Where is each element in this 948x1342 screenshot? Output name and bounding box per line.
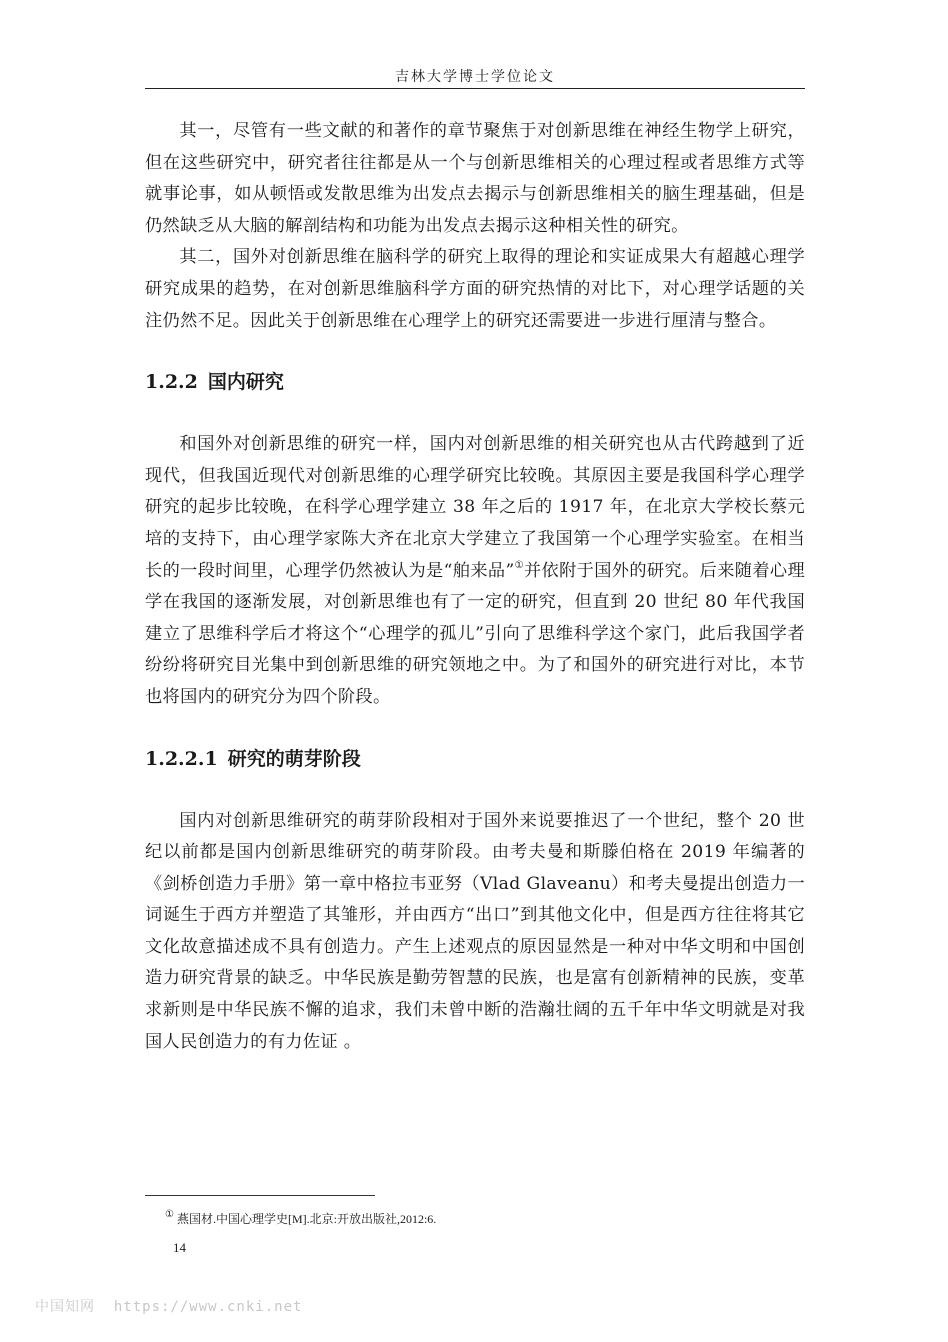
header-rule [145,88,805,89]
page-number: 14 [173,1240,186,1255]
paragraph-point-one: 其一，尽管有一些文献的和著作的章节聚焦于对创新思维在神经生物学上研究，但在这些研究中，研究者往往都是从一个与创新思维相关的心理过程或者思维方式等就事论事，如从顿悟或发散思维为出发点去揭示与创新思维相关的脑生理基础，但是仍然缺乏从大脑的解剖结构和功能为出发点去揭示这种相关性的研究。 [145,121,805,236]
footnote-marker: ① [165,1209,174,1220]
subsection-title: 研究的萌芽阶段 [227,747,361,770]
footnote-rule [145,1195,375,1196]
paragraph-germination-stage: 国内对创新思维研究的萌芽阶段相对于国外来说要推迟了一个世纪，整个 20 世纪以前都是国内创新思维研究的萌芽阶段。由考夫曼和斯滕伯格在 2019 年编著的《剑桥创造力手册》第一章中格拉韦亚努（Vlad Glaveanu）和考夫曼提出创造力一词诞生于西方并塑造了其雏形，并由西方“出口”到其他文化中，但是西方往往将其它文化故意描述成不具有创造力。产生上述观点的原因显然是一种对中华文明和中国创造力研究背景的缺乏。中华民族是勤劳智慧的民族，也是富有创新精神的民族，变革求新则是中华民族不懈的追求，我们未曾中断的浩瀚壮阔的五千年中华文明就是对我国人民创造力的有力佐证 。 [145,810,805,1052]
running-head: 吉林大学博士学位论文 [395,69,555,85]
footnote-text: 燕国材.中国心理学史[M].北京:开放出版社,2012:6. [176,1212,437,1226]
paragraph-domestic-overview [145,429,805,713]
paragraph-text-continued: 并依附于国外的研究。后来随着心理学在我国的逐渐发展，对创新思维也有了一定的研究，但直到 20 世纪 80 年代我国建立了思维科学后才将这个“心理学的孤儿”引向了思维科学这个家门，此后我国学者纷纷将研究目光集中到创新思维的研究领地之中。为了和国外的研究进行对比，本节也将国内的研究分为四个阶段。 [145,560,805,707]
section-number: 1.2.2 [145,371,198,394]
paragraph-point-two: 其二，国外对创新思维在脑科学的研究上取得的理论和实证成果大有超越心理学研究成果的趋势，在对创新思维脑科学方面的研究热情的对比下，对心理学话题的关注仍然不足。因此关于创新思维在心理学上的研究还需要进一步进行厘清与整合。 [145,247,805,331]
section-heading-domestic-research [145,367,805,397]
section-title: 国内研究 [207,371,284,394]
cnki-watermark: 中国知网 https://www.cnki.net [35,1299,303,1315]
subsection-heading-germination-stage [145,744,805,774]
page-body [145,116,805,1058]
subsection-number: 1.2.2.1 [145,747,218,770]
footnote [165,1210,436,1227]
footnote-reference[interactable]: ① [514,559,524,571]
paragraph-text: 和国外对创新思维的研究一样，国内对创新思维的相关研究也从古代跨越到了近现代，但我国近现代对创新思维的心理学研究比较晚。其原因主要是我国科学心理学研究的起步比较晚，在科学心理学建立 38 年之后的 1917 年，在北京大学校长蔡元培的支持下，由心理学家陈大齐在北京大学建立了我国第一个心理学实验室。在相当长的一段时间里，心理学仍然被认为是“舶来品” [145,434,805,581]
